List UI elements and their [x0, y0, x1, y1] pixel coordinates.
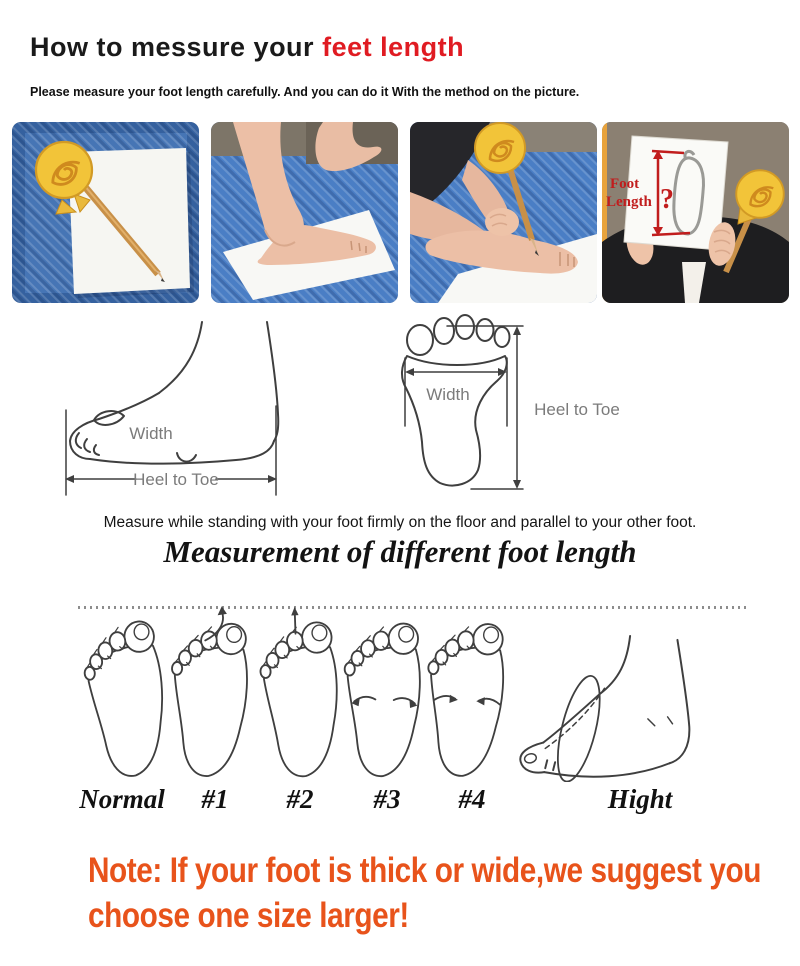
foot-type-label-hight: Hight — [607, 784, 673, 814]
heel-to-toe-label: Heel to Toe — [534, 400, 620, 419]
heel-to-toe-label: Heel to Toe — [133, 470, 219, 489]
foot-type-label-2: #2 — [286, 784, 314, 814]
holding-outline-photo — [602, 122, 789, 303]
photo-step-trace-outline — [410, 122, 597, 303]
photo-step-show-outline — [602, 122, 789, 303]
photo-step-stand-on-paper — [211, 122, 398, 303]
foot-type-label-3: #3 — [373, 784, 401, 814]
foot-length-label-line2: Length — [606, 194, 652, 210]
foot-length-label-line1: Foot — [610, 176, 640, 192]
page-title — [30, 32, 464, 63]
width-label: Width — [426, 385, 470, 404]
pencil-on-paper-photo — [12, 122, 199, 303]
width-label: Width — [129, 424, 173, 443]
foot-type-label-normal: Normal — [79, 784, 165, 814]
size-note — [88, 848, 800, 938]
page-title-accent: feet length — [322, 32, 465, 63]
foot-figure-4 — [416, 601, 520, 782]
subtitle-text: Please measure your foot length carefully. And you can do it With the method on the picture. — [30, 84, 580, 99]
note-line-1: Note: If your foot is thick or wide,we suggest you — [88, 851, 761, 890]
foot-type-label-1: #1 — [201, 784, 229, 814]
instruction-text: Measure while standing with your foot firmly on the floor and parallel to your other foot. — [103, 513, 697, 531]
section-heading: Measurement of different foot length — [163, 534, 637, 569]
side-foot-diagram — [40, 312, 370, 502]
foot-on-paper-photo — [211, 122, 398, 303]
note-line-2: choose one size larger! — [88, 896, 409, 935]
page-title-black: How to messure your — [30, 32, 323, 63]
tracing-foot-photo — [410, 122, 597, 303]
foot-figure-hight — [512, 634, 762, 782]
foot-figure-1 — [161, 602, 262, 782]
foot-type-label-4: #4 — [458, 784, 486, 814]
photo-step-pencil-and-paper — [12, 122, 199, 303]
question-mark: ? — [660, 184, 674, 215]
top-foot-diagram — [395, 308, 675, 503]
